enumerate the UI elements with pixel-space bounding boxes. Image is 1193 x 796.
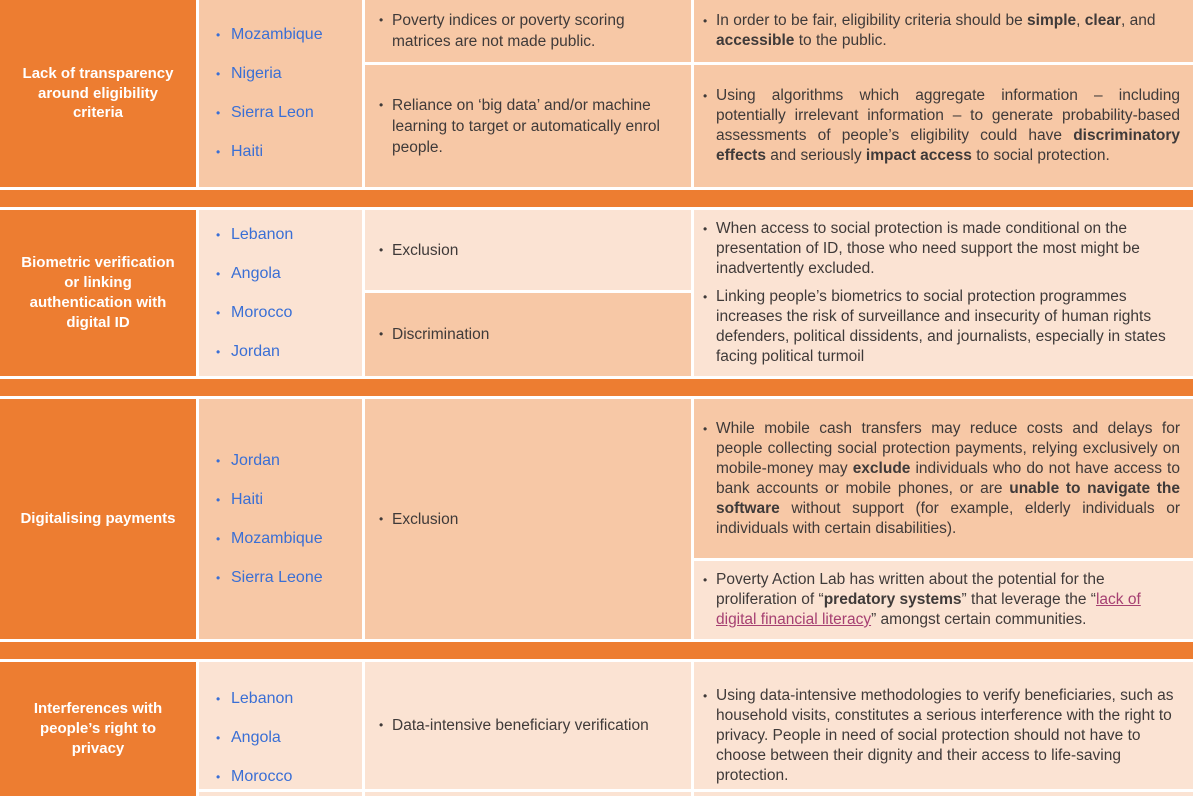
bullet-icon: • bbox=[216, 67, 221, 81]
country-item bbox=[216, 528, 356, 550]
bold-text: simple bbox=[1027, 12, 1077, 29]
issue-cell bbox=[365, 662, 691, 789]
detail-text: Using algorithms which aggregate information – including potentially irrelevant information – to generate probability-based assessments of people’s eligibility could have discriminatory effects and seriously impact access to social protection. bbox=[716, 87, 1180, 164]
detail-cell bbox=[694, 399, 1193, 558]
issue-cell bbox=[365, 210, 691, 290]
country-label: Haiti bbox=[231, 143, 264, 160]
countries-cell bbox=[199, 662, 362, 789]
country-label: Angola bbox=[231, 729, 281, 746]
bold-text: exclude bbox=[852, 459, 911, 477]
category-label: Lack of transparency around eligibility criteria bbox=[22, 64, 174, 122]
country-label: Angola bbox=[231, 264, 281, 282]
country-item bbox=[216, 341, 356, 363]
bold-text: unable to navigate the software bbox=[716, 479, 1181, 517]
issue-cell bbox=[365, 65, 691, 187]
bullet-icon: • bbox=[216, 145, 221, 159]
country-label: Haiti bbox=[231, 490, 264, 508]
country-item bbox=[216, 302, 356, 324]
bold-text: clear bbox=[1084, 12, 1121, 29]
detail-cell bbox=[694, 561, 1193, 639]
bullet-icon: • bbox=[379, 242, 384, 257]
bold-text: predatory systems bbox=[823, 591, 962, 608]
detail-text: Poverty Action Lab has written about the potential for the proliferation of “predatory systems” that leverage the “lack of digital financial literacy” amongst certain communities. bbox=[716, 571, 1141, 628]
country-item bbox=[216, 688, 356, 710]
divider-bar bbox=[0, 190, 1193, 207]
row-divider bbox=[0, 376, 1193, 399]
category-label: Biometric verification or linking authentication with digital ID bbox=[21, 254, 175, 331]
bullet-icon: • bbox=[216, 531, 221, 546]
divider-bar bbox=[0, 379, 1193, 396]
bullet-icon: • bbox=[216, 770, 221, 784]
country-label: Lebanon bbox=[231, 690, 294, 707]
country-label: Jordan bbox=[231, 451, 280, 469]
bullet-icon: • bbox=[216, 305, 221, 320]
bullet-icon: • bbox=[216, 28, 221, 42]
detail-cell bbox=[694, 662, 1193, 789]
issue-text: Exclusion bbox=[392, 241, 459, 259]
bullet-icon: • bbox=[216, 106, 221, 120]
issue-text: Data-intensive beneficiary verification bbox=[392, 717, 649, 734]
detail-text: While mobile cash transfers may reduce costs and delays for people collecting social protection payments, relying exclusively on mobile-money may exclude individuals who do not have access to bank accounts or mobile phones, or are unable to navigate the software without support (for example, elderly individuals or individuals with certain disabilities). bbox=[716, 419, 1181, 537]
country-label: Morocco bbox=[231, 768, 293, 785]
issue-cell bbox=[365, 399, 691, 639]
bullet-icon: • bbox=[216, 731, 221, 745]
country-item bbox=[216, 24, 356, 46]
bold-text: discriminatory effects bbox=[716, 127, 1180, 164]
table-row bbox=[0, 0, 1193, 187]
country-item bbox=[216, 224, 356, 246]
countries-cell bbox=[199, 210, 362, 376]
country-item bbox=[216, 263, 356, 285]
table-row bbox=[0, 210, 1193, 376]
detail-text: In order to be fair, eligibility criteria should be simple, clear, and accessible to the public. bbox=[716, 12, 1156, 49]
bullet-icon: • bbox=[379, 97, 384, 112]
issue-cell bbox=[365, 0, 691, 62]
bold-text: accessible bbox=[716, 32, 795, 49]
bullet-icon: • bbox=[379, 511, 384, 526]
row-divider bbox=[0, 639, 1193, 662]
detail-text: Linking people’s biometrics to social protection programmes increases the risk of surveillance and insecurity of human rights defenders, political dissidents, and journalists, especially in states facing political turmoil bbox=[716, 288, 1166, 365]
country-item bbox=[216, 727, 356, 749]
country-label: Sierra Leon bbox=[231, 104, 314, 121]
bullet-icon: • bbox=[216, 570, 221, 585]
details-column bbox=[694, 0, 1193, 187]
bullet-icon: • bbox=[216, 453, 221, 468]
detail-cell bbox=[694, 65, 1193, 187]
country-label: Mozambique bbox=[231, 529, 323, 547]
country-label: Nigeria bbox=[231, 65, 282, 82]
divider-bar bbox=[0, 642, 1193, 659]
countries-cell bbox=[199, 0, 362, 187]
details-column bbox=[694, 662, 1193, 796]
bullet-icon: • bbox=[216, 492, 221, 507]
category-cell bbox=[0, 210, 196, 376]
country-label: Mozambique bbox=[231, 26, 323, 43]
detail-text: Using data-intensive methodologies to verify beneficiaries, such as household visits, constitutes a serious interference with the right to privacy. People in need of social protection should not have to choose between their dignity and their access to life-saving protection. bbox=[716, 687, 1174, 784]
bullet-icon: • bbox=[703, 689, 708, 703]
country-label: Sierra Leone bbox=[231, 568, 323, 586]
issues-column bbox=[365, 0, 691, 187]
bullet-icon: • bbox=[216, 692, 221, 706]
category-cell bbox=[0, 399, 196, 639]
table-row bbox=[0, 662, 1193, 796]
country-item bbox=[216, 102, 356, 124]
clipped-cell bbox=[199, 792, 362, 796]
bullet-icon: • bbox=[379, 327, 384, 341]
hyperlink[interactable]: lack of digital financial literacy bbox=[716, 591, 1141, 628]
issues-column bbox=[365, 399, 691, 639]
issues-column bbox=[365, 662, 691, 796]
table-row bbox=[0, 399, 1193, 639]
bullet-icon: • bbox=[216, 266, 221, 281]
bullet-icon: • bbox=[703, 222, 708, 236]
bullet-icon: • bbox=[703, 89, 708, 103]
category-label: Interferences with people’s right to privacy bbox=[33, 700, 163, 757]
bullet-icon: • bbox=[379, 718, 384, 732]
bullet-icon: • bbox=[703, 14, 708, 28]
country-item bbox=[216, 766, 356, 788]
bullet-icon: • bbox=[703, 290, 708, 304]
detail-cell bbox=[694, 0, 1193, 62]
bullet-icon: • bbox=[216, 344, 221, 359]
country-label: Lebanon bbox=[231, 225, 294, 243]
issue-text: Poverty indices or poverty scoring matrices are not made public. bbox=[392, 12, 625, 50]
issue-text: Reliance on ‘big data’ and/or machine learning to target or automatically enrol people. bbox=[392, 96, 660, 156]
category-cell bbox=[0, 0, 196, 187]
detail-cell bbox=[694, 210, 1193, 376]
clipped-cell bbox=[365, 792, 691, 796]
countries-cell bbox=[199, 399, 362, 639]
details-column bbox=[694, 210, 1193, 376]
country-item bbox=[216, 450, 356, 472]
category-cell bbox=[0, 662, 196, 796]
bullet-icon: • bbox=[216, 227, 221, 242]
bullet-icon: • bbox=[703, 421, 708, 436]
country-label: Jordan bbox=[231, 342, 280, 360]
issues-column bbox=[365, 210, 691, 376]
bullet-icon: • bbox=[703, 573, 708, 587]
bold-text: impact access bbox=[865, 147, 972, 164]
country-item bbox=[216, 489, 356, 511]
row-divider bbox=[0, 187, 1193, 210]
country-item bbox=[216, 63, 356, 85]
bullet-icon: • bbox=[379, 13, 384, 27]
country-item bbox=[216, 141, 356, 163]
issue-text: Discrimination bbox=[392, 326, 490, 343]
issue-cell bbox=[365, 293, 691, 376]
country-label: Morocco bbox=[231, 303, 293, 321]
issue-text: Exclusion bbox=[392, 510, 459, 528]
category-label: Digitalising payments bbox=[20, 510, 176, 528]
country-item bbox=[216, 567, 356, 589]
clipped-cell bbox=[694, 792, 1193, 796]
detail-text: When access to social protection is made conditional on the presentation of ID, those who need support the most might be inadvertently excluded. bbox=[716, 220, 1140, 277]
countries-column bbox=[199, 662, 362, 796]
details-column bbox=[694, 399, 1193, 639]
